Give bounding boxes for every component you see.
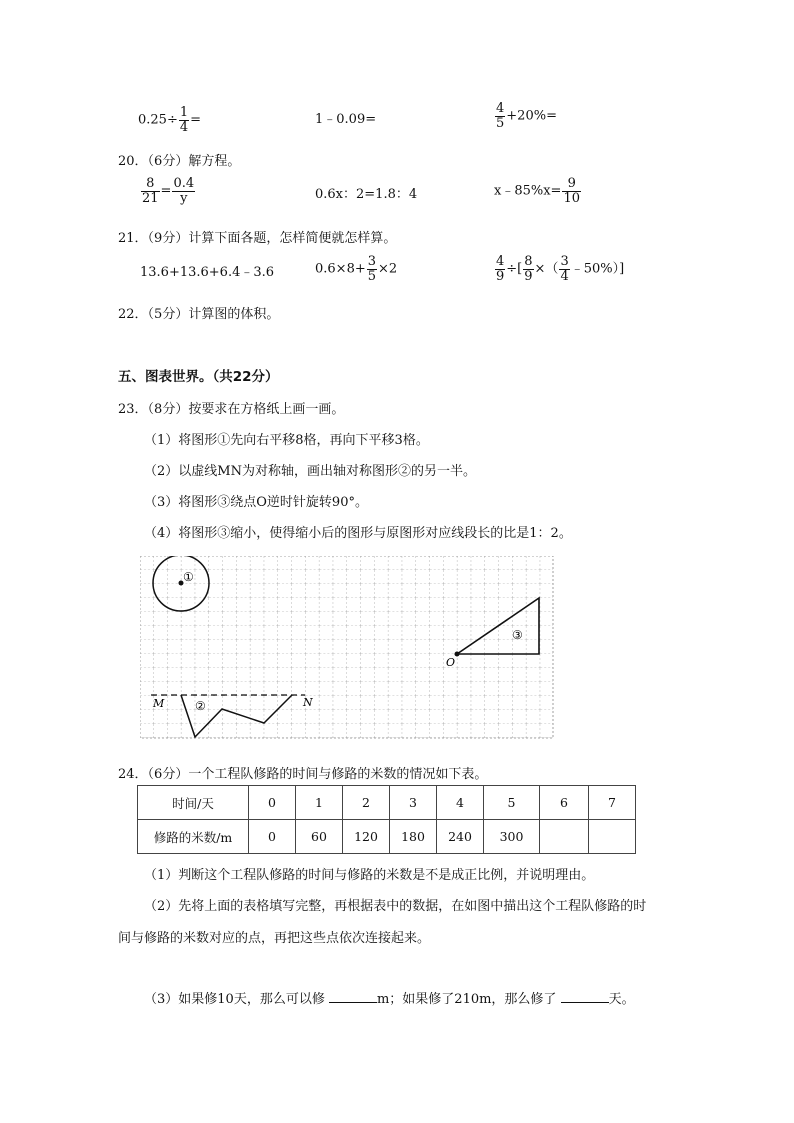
calc-0-25-div: 0.25÷ $\frac{1}{4}$ = [138,105,202,135]
table-cell-blank[interactable] [540,820,589,854]
point-o-label: O [446,656,456,669]
q22-title: 22．（5分）计算图的体积。 [118,307,280,322]
shape-2-label: ② [195,699,206,713]
table-cell: 6 [540,786,589,820]
q23-item-1: （1）将图形①先向右平移8格，再向下平移3格。 [144,433,429,448]
grid-figure [140,556,554,739]
q24-item-2-cont: 间与修路的米数对应的点，再把这些点依次连接起来。 [118,931,431,946]
table-cell: 2 [343,786,390,820]
section-5-title: 五、图表世界。（共22分） [118,369,279,385]
q21-e2: 0.6×8+ $\frac{3}{5}$ ×2 [315,254,398,284]
table-cell: 60 [296,820,343,854]
point-m-label: M [153,697,165,710]
q23-title: 23．（8分）按要求在方格纸上画一画。 [118,402,345,417]
answer-blank-2[interactable] [561,990,609,1003]
q21-title: 21．（9分）计算下面各题，怎样简便就怎样算。 [118,231,397,246]
table-row [138,786,636,820]
answer-blank-1[interactable] [329,990,377,1003]
q21-e3: $\frac{4}{9}$ ÷[ $\frac{8}{9}$ ×（ $\frac{3}{4}$ ﹣50%）] [496,254,625,284]
table-header-meters: 修路的米数/m [138,820,249,854]
q23-item-2: （2）以虚线MN为对称轴，画出轴对称图形②的另一半。 [144,464,476,479]
table-cell: 0 [249,786,296,820]
table-cell: 4 [437,786,484,820]
table-cell: 120 [343,820,390,854]
q20-eq3: x﹣85%x= $\frac{9}{10}$ [494,176,580,206]
q21-e1: 13.6+13.6+6.4﹣3.6 [140,265,275,280]
q24-table [137,785,636,854]
shape-3-label: ③ [512,628,523,642]
q24-item-1: （1）判断这个工程队修路的时间与修路的米数是不是成正比例，并说明理由。 [144,868,595,883]
point-o-dot [455,652,460,657]
q24-item-3: （3）如果修10天，那么可以修 m；如果修了210m，那么修了 天。 [144,992,635,1007]
q23-item-4: （4）将图形③缩小，使得缩小后的图形与原图形对应线段长的比是1：2。 [144,526,572,541]
table-cell: 240 [437,820,484,854]
table-cell-blank[interactable] [589,820,636,854]
table-header-time: 时间/天 [138,786,249,820]
q23-item-3: （3）将图形③绕点O逆时针旋转90°。 [144,495,368,510]
table-cell: 1 [296,786,343,820]
q20-eq2: 0.6x：2=1.8：4 [315,187,418,202]
q24-item-2: （2）先将上面的表格填写完整，再根据表中的数据，在如图中描出这个工程队修路的时 [144,899,647,914]
table-cell: 0 [249,820,296,854]
calc-1-minus: 1﹣0.09= [315,112,377,127]
table-cell: 300 [484,820,540,854]
q20-eq1: $\frac{8}{21}$ = $\frac{0.4}{y}$ [142,176,195,206]
point-n-label: N [303,696,313,709]
table-cell: 180 [390,820,437,854]
table-row [138,820,636,854]
calc-frac-plus-percent: $\frac{4}{5}$ +20%= [496,101,557,131]
q24-title: 24．（6分）一个工程队修路的时间与修路的米数的情况如下表。 [118,767,488,782]
shape-1-label: ① [183,570,194,584]
q20-title: 20．（6分）解方程。 [118,154,241,169]
table-cell: 7 [589,786,636,820]
table-cell: 5 [484,786,540,820]
table-cell: 3 [390,786,437,820]
